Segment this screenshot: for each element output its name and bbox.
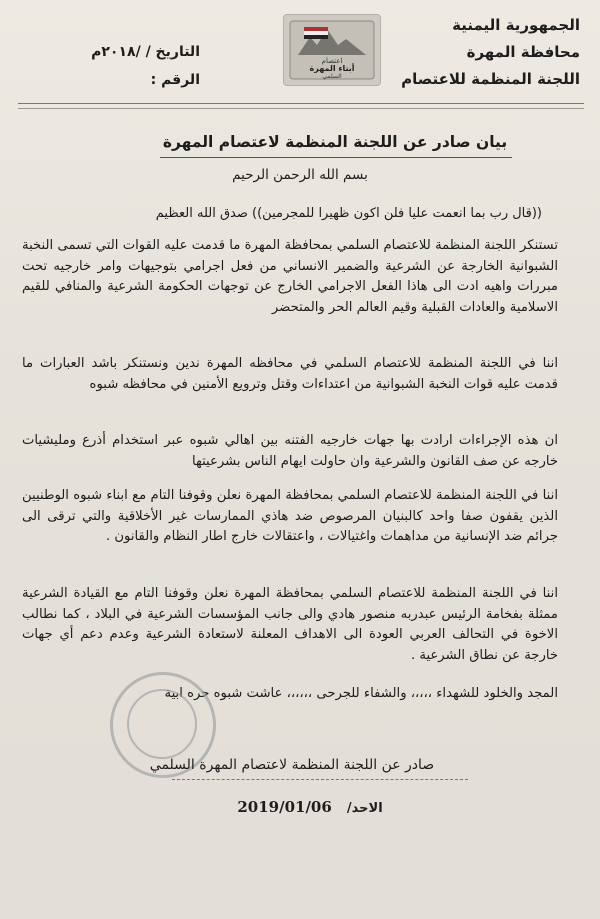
sit-in-logo [283, 14, 381, 86]
signature-line [172, 779, 468, 780]
committee-name: اللجنة المنظمة للاعتصام [401, 70, 580, 88]
statement-title: بيان صادر عن اللجنة المنظمة لاعتصام المهرة [162, 133, 508, 151]
reference-field: الرقم : [150, 72, 200, 88]
date-day-label: الاحد/ [346, 801, 383, 816]
paragraph-3: ان هذه الإجراءات ارادت بها جهات خارجيه الفتنه بين اهالي شبوه عبر استخدام أذرع ومليشيات خارجه عن صف القانون والشرعية وان حاولت ايهام الناس بشرعيتها [22, 433, 558, 469]
country-name: الجمهورية اليمنية [452, 16, 580, 34]
governorate-name: محافظة المهرة [466, 43, 580, 61]
header-divider-thin [18, 108, 584, 109]
title-underline [160, 157, 512, 158]
date-value: 2019/01/06 [237, 798, 332, 816]
letterhead-right [370, 12, 580, 93]
paragraph-2: اننا في اللجنة المنظمة للاعتصام السلمي في محافظه المهرة ندين ونستنكر باشد العبارات ما قدمت عليه قوات النخبة الشبوانية من اعتداءات وقتل وترويع الأمنين في محافظه شبوه [22, 356, 558, 392]
quran-verse: ((قال رب بما انعمت عليا فلن اكون ظهيرا للمجرمين)) صدق الله العظيم [155, 206, 542, 221]
logo-text-2: أبناء المهرة [309, 64, 355, 73]
logo-graphic [284, 15, 380, 85]
logo-text-1: اعتصام [321, 57, 343, 65]
statement-date [220, 797, 400, 816]
paragraph-1: تستنكر اللجنة المنظمة للاعتصام السلمي بمحافظة المهرة ما قدمت عليه القوات التي تسمى النخبة الشبوانية الخارجة عن الشرعية والضمير الانساني من فعل اجرامي بتوجيهات وامر خارجيه تحت مبررات واهيه ادت الى هاذا الفعل الاجرامي الخارج عن توجهات الحكومة الشرعية والمنافي للقيم الاسلامية والعادات القبلية وقيم العالم الحر والمتحضر [22, 238, 558, 315]
basmala: بسم الله الرحمن الرحيم [232, 167, 368, 183]
paragraph-4: اننا في اللجنة المنظمة للاعتصام السلمي بمحافظة المهرة نعلن وقوفنا التام مع ابناء شبوه الوطنيين الذين يقفون صفا واحد كالبنيان المرصوص ضد هاذي الممارسات غير الأخلاقية والتي ترقى الى جرائم ضد الإنسانية من مداهمات واغتيالات ، واعتقالات خارج اطار النظام والقانون . [22, 488, 558, 544]
stamp-inner-ring [127, 689, 197, 759]
closing-line: المجد والخلود للشهداء ،،،،، والشفاء للجرحى ،،،،،، عاشت شبوه حره ابية [164, 686, 558, 701]
letterhead-left [30, 38, 200, 94]
date-field: التاريخ / /٢٠١٨م [91, 44, 200, 60]
issued-by: صادر عن اللجنة المنظمة لاعتصام المهرة السلمي [149, 757, 435, 773]
header-divider [18, 103, 584, 104]
paragraph-5: اننا في اللجنة المنظمة للاعتصام السلمي بمحافظة المهرة نعلن وقوفنا التام مع القيادة الشرعية ممثلة بفخامة الرئيس عبدربه منصور هادي والى جانب المؤسسات الشرعية في البلاد ، كما نطالب الاخوة في التحالف العربي العودة الى الاهداف المعلنة لاستعادة الشرعية وعدم دعم أي جهات خارجة عن نطاق الشرعية . [22, 586, 558, 663]
logo-text-3: السلمي [322, 73, 342, 80]
